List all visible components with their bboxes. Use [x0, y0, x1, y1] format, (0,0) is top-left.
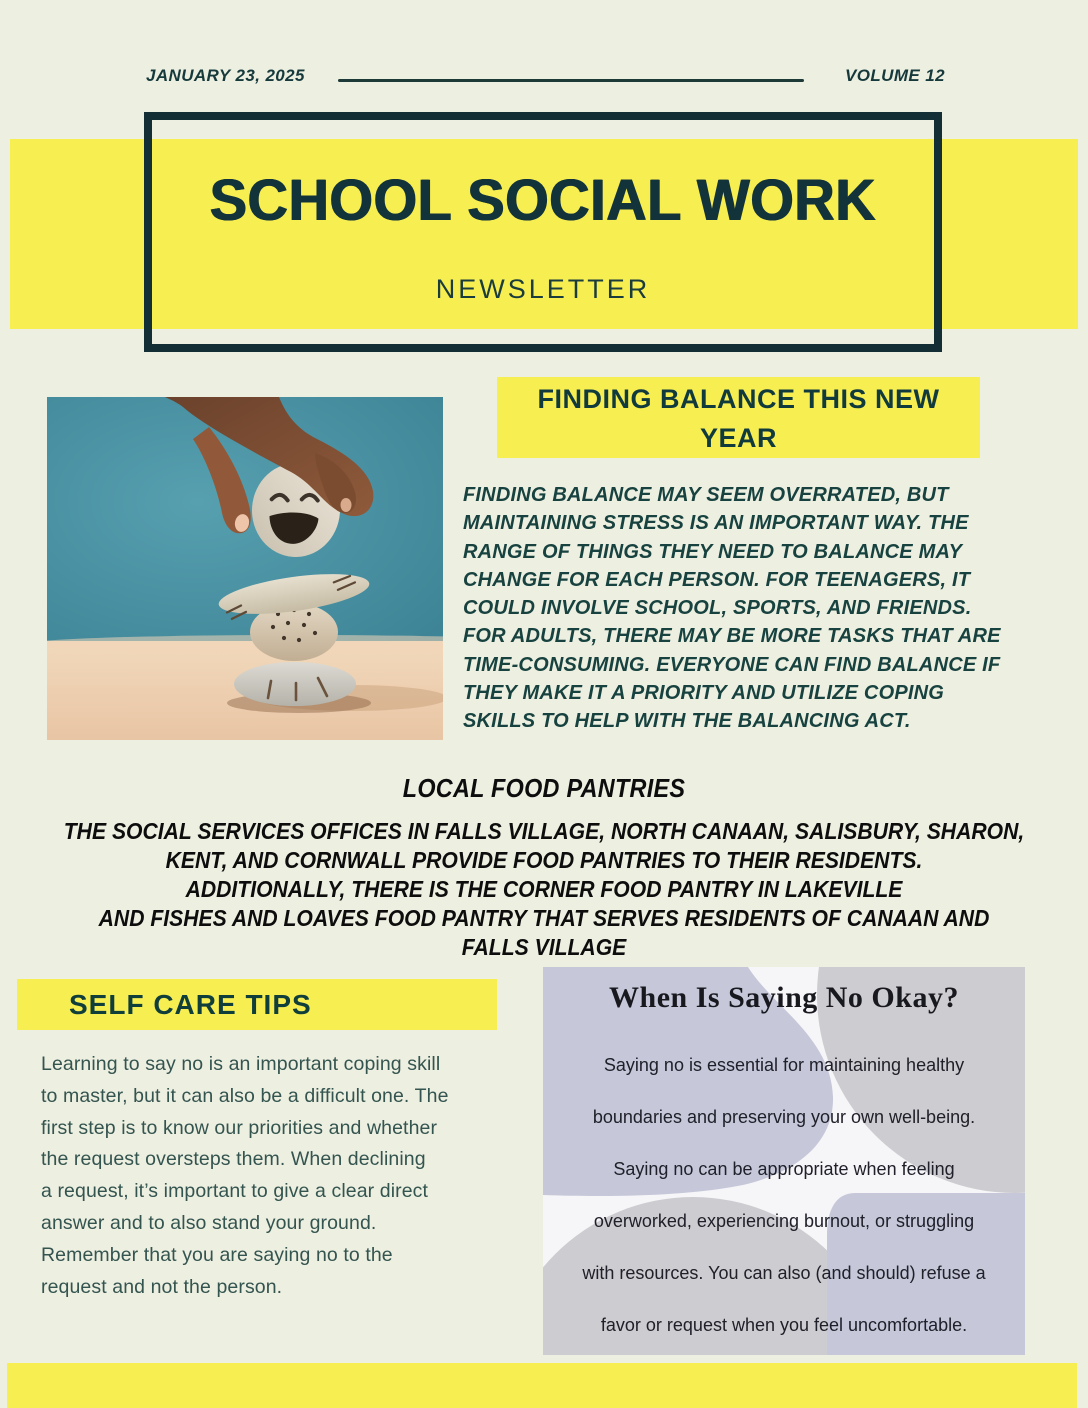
food-pantries-section — [54, 773, 1033, 962]
header-divider — [338, 79, 804, 82]
newsletter-title: SCHOOL SOCIAL WORK — [209, 166, 877, 233]
finding-balance-line: FINDING BALANCE MAY SEEM OVERRATED, BUT — [463, 484, 949, 506]
footer-yellow-bar — [7, 1363, 1077, 1408]
finger-nail — [341, 498, 352, 512]
food-pantries-line: THE SOCIAL SERVICES OFFICES IN FALLS VILLAGE, NORTH CANAAN, SALISBURY, SHARON, — [63, 818, 1025, 844]
newsletter-subtitle: NEWSLETTER — [435, 274, 651, 304]
bottom-stone — [234, 662, 356, 706]
saying-no-line: Saying no is essential for maintaining healthy — [603, 1055, 965, 1075]
finding-balance-heading: FINDING BALANCE THIS NEW YEAR — [497, 377, 980, 458]
food-pantries-line: FALLS VILLAGE — [461, 934, 627, 960]
saying-no-title: When Is Saying No Okay? — [609, 981, 959, 1014]
self-care-line: answer and to also stand your ground. — [41, 1211, 377, 1234]
self-care-line: Remember that you are saying no to the — [41, 1243, 393, 1266]
stacked-stones-illustration — [47, 397, 443, 740]
finding-balance-body — [463, 481, 1008, 736]
food-pantries-line: AND FISHES AND LOAVES FOOD PANTRY THAT SERVES RESIDENTS OF CANAAN AND — [98, 905, 990, 931]
saying-no-card — [543, 967, 1025, 1355]
horizon-soft-edge — [47, 635, 443, 653]
self-care-body — [41, 1049, 501, 1303]
food-pantries-line: KENT, AND CORNWALL PROVIDE FOOD PANTRIES TO THEIR RESIDENTS. — [165, 847, 923, 873]
food-pantries-line: ADDITIONALLY, THERE IS THE CORNER FOOD PANTRY IN LAKEVILLE — [185, 876, 903, 902]
finding-balance-line: TIME-CONSUMING. EVERYONE CAN FIND BALANCE IF — [463, 653, 1001, 676]
issue-date: JANUARY 23, 2025 — [146, 66, 305, 85]
self-care-line: Learning to say no is an important coping skill — [41, 1053, 441, 1075]
issue-volume: VOLUME 12 — [845, 66, 945, 85]
finding-balance-line: RANGE OF THINGS THEY NEED TO BALANCE MAY — [463, 540, 963, 563]
finding-balance-line: COULD INVOLVE SCHOOL, SPORTS, AND FRIENDS. — [463, 597, 972, 620]
food-pantries-body — [54, 817, 1033, 962]
saying-no-line: with resources. You can also (and should) refuse a — [582, 1263, 986, 1283]
finding-balance-line: CHANGE FOR EACH PERSON. FOR TEENAGERS, IT — [463, 568, 971, 591]
finding-balance-line: THEY MAKE IT A PRIORITY AND UTILIZE COPING — [463, 682, 945, 705]
saying-no-line: favor or request when you feel uncomfortable. — [600, 1315, 968, 1335]
food-pantries-heading: LOCAL FOOD PANTRIES — [402, 773, 686, 803]
finding-balance-line: FOR ADULTS, THERE MAY BE MORE TASKS THAT ARE — [463, 625, 1001, 648]
balance-photo — [47, 397, 443, 740]
saying-no-body — [553, 1039, 1015, 1351]
finding-balance-line: SKILLS TO HELP WITH THE BALANCING ACT. — [463, 710, 911, 733]
self-care-heading: SELF CARE TIPS — [17, 979, 497, 1030]
self-care-line: a request, it’s important to give a clear direct — [41, 1180, 429, 1203]
self-care-line: first step is to know our priorities and whether — [41, 1116, 438, 1139]
self-care-line: to master, but it can also be a difficult one. The — [41, 1084, 449, 1107]
masthead-frame — [144, 112, 942, 352]
self-care-line: the request oversteps them. When declining — [41, 1148, 426, 1171]
saying-no-line: boundaries and preserving your own well-being. — [592, 1107, 976, 1127]
saying-no-line: overworked, experiencing burnout, or struggling — [593, 1211, 975, 1231]
self-care-line: request and not the person. — [41, 1275, 283, 1298]
finding-balance-line: MAINTAINING STRESS IS AN IMPORTANT WAY. THE — [463, 512, 969, 535]
saying-no-line: Saying no can be appropriate when feeling — [613, 1159, 955, 1179]
